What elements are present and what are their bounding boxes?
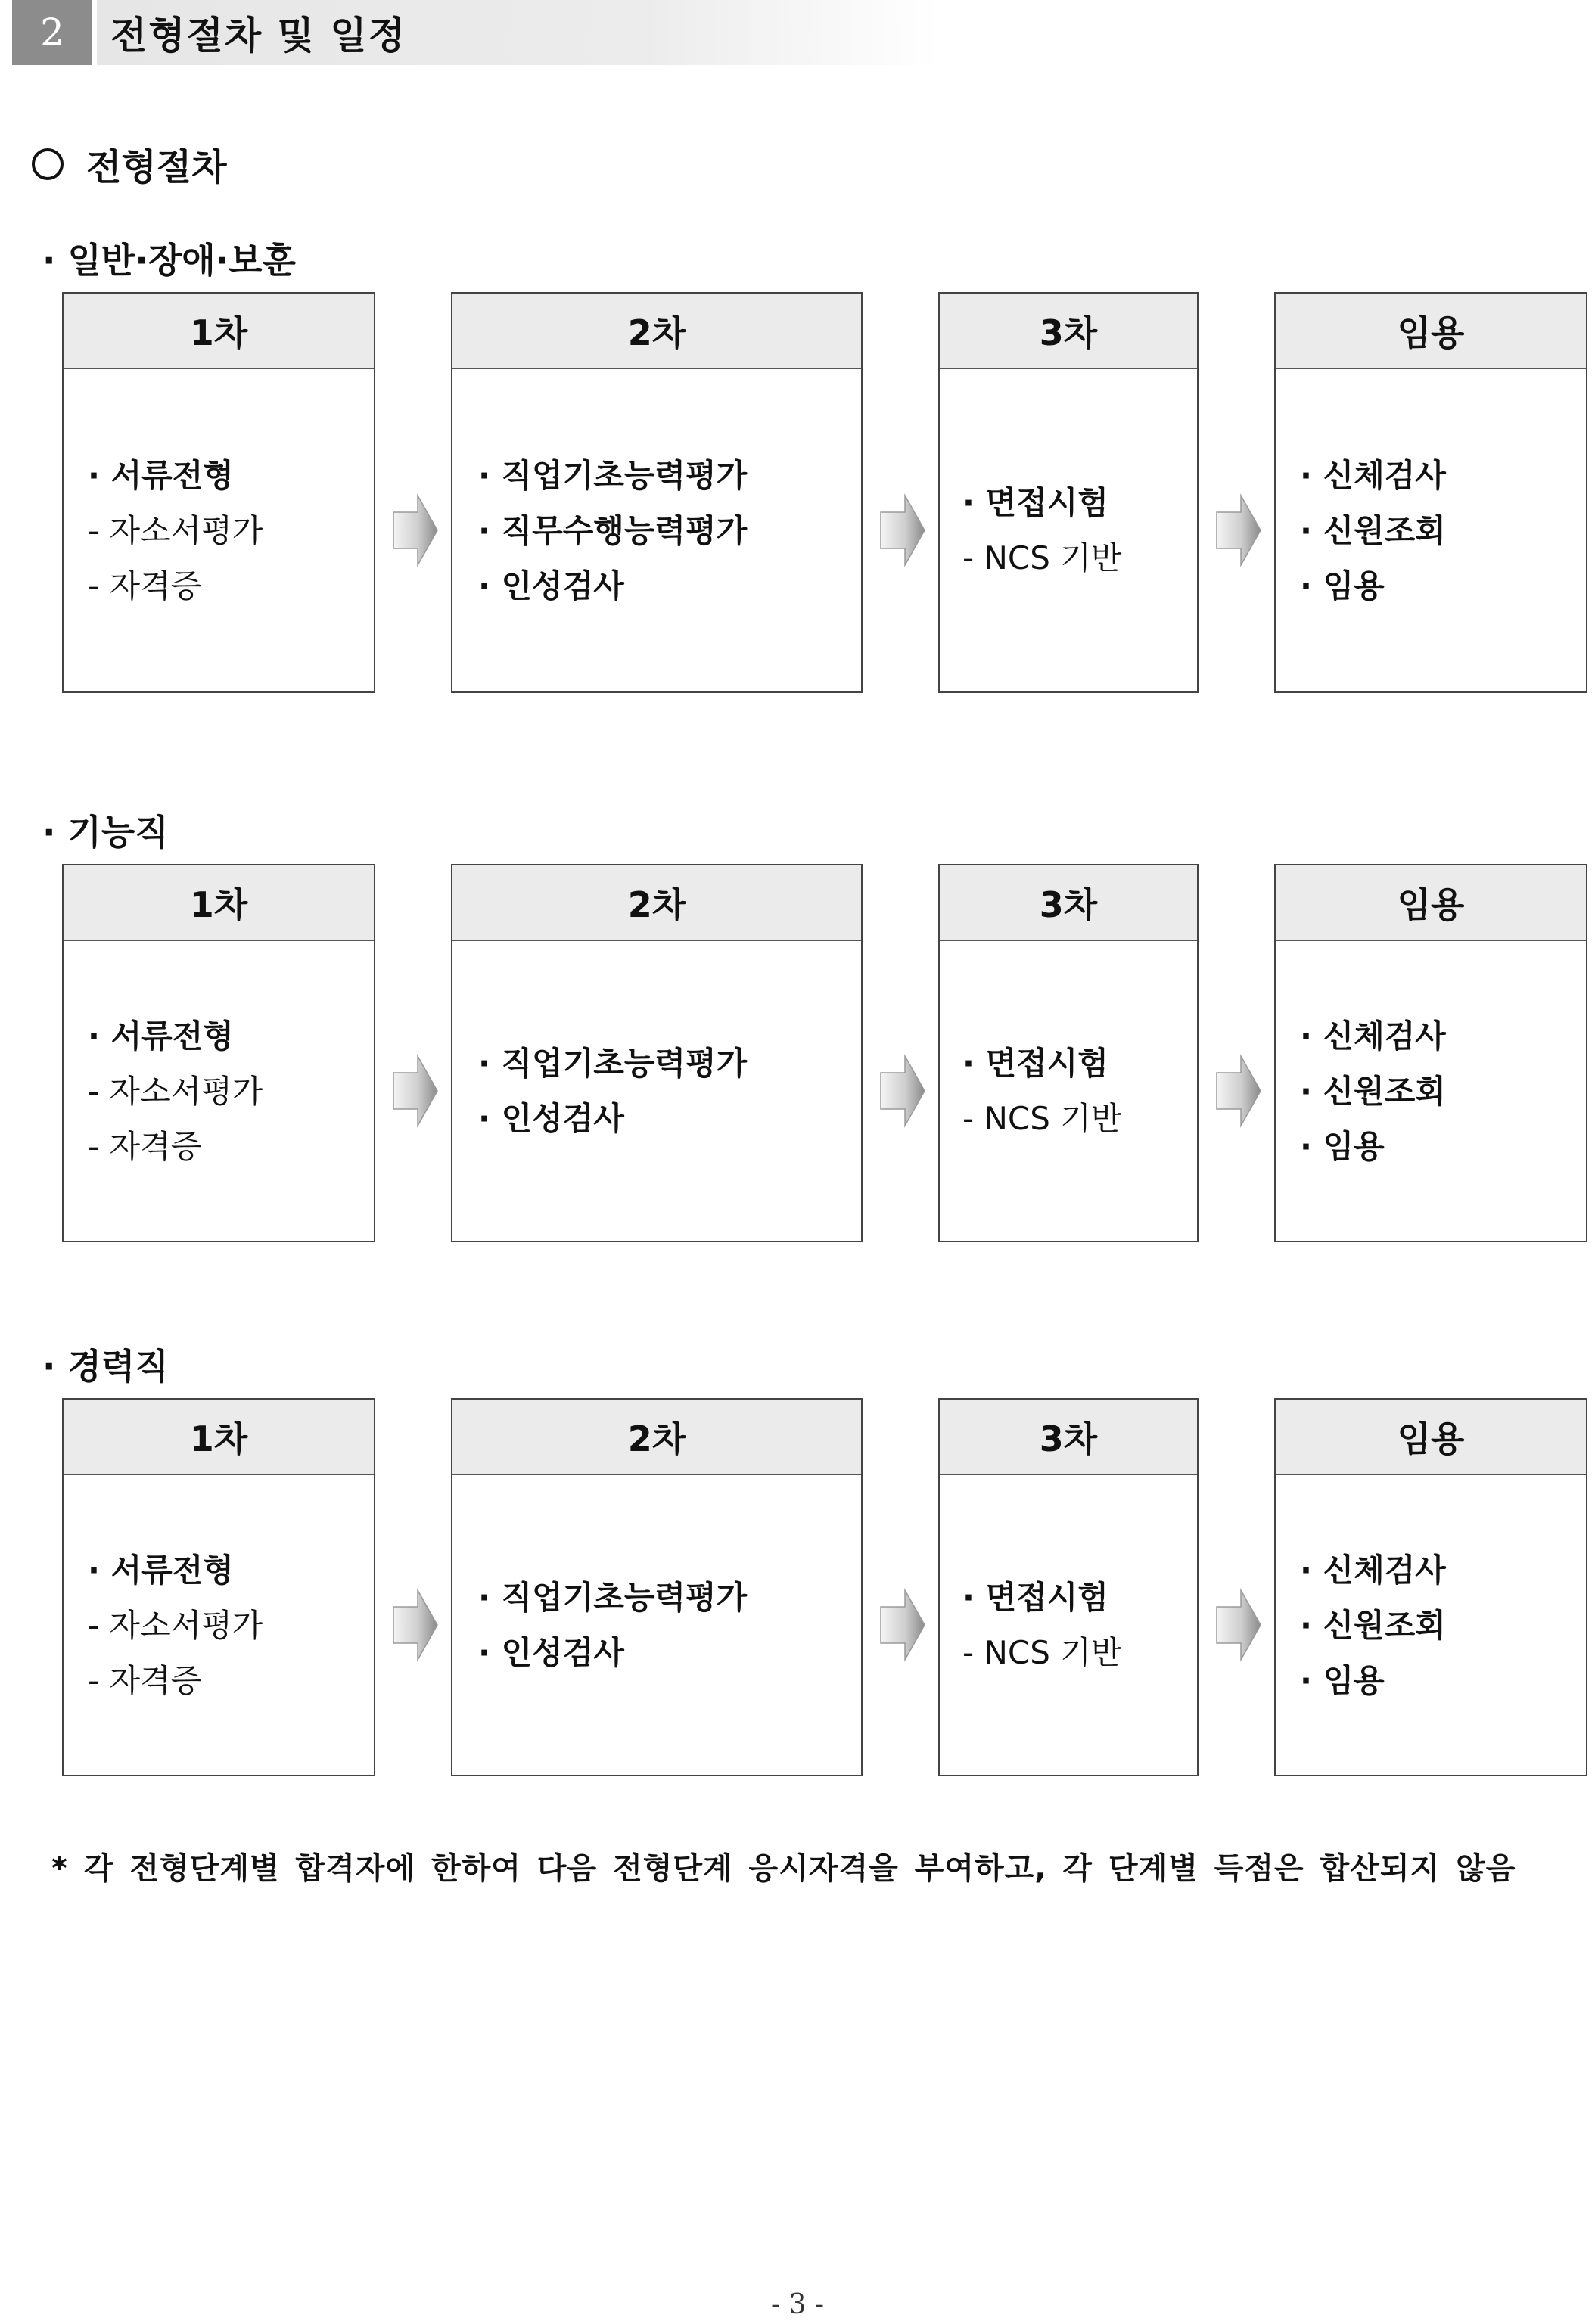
- stage-subitem: - 자소서평가: [88, 511, 263, 549]
- stage-item: · 인성검사: [478, 567, 624, 604]
- stage-header: 3차: [940, 1400, 1197, 1475]
- stage-box: [1274, 292, 1587, 693]
- stage-box: [938, 864, 1199, 1242]
- arrow-right-icon: [879, 492, 926, 568]
- group-label: · 경력직: [42, 1346, 169, 1387]
- stage-body: [940, 941, 1197, 1241]
- stage-body: [452, 941, 861, 1241]
- group-label: · 일반·장애·보훈: [42, 240, 297, 281]
- arrow-right-icon: [1215, 492, 1262, 568]
- stage-header: 3차: [940, 865, 1197, 941]
- stage-box: [1274, 1398, 1587, 1776]
- stage-box: [451, 864, 863, 1242]
- stage-box: [938, 292, 1199, 693]
- subsection-title: 전형절차: [86, 146, 227, 188]
- stage-header: 2차: [452, 865, 861, 941]
- page-number: - 3 -: [770, 2289, 825, 2320]
- stage-item: · 신체검사: [1300, 456, 1446, 494]
- arrow-right-icon: [392, 1053, 439, 1129]
- stage-body: [1276, 369, 1586, 691]
- stage-subitem: - 자소서평가: [88, 1606, 263, 1644]
- stage-body: [1276, 1475, 1586, 1775]
- stage-subitem: - 자소서평가: [88, 1072, 263, 1110]
- stage-item: · 면접시험: [962, 484, 1108, 521]
- stage-item: · 신체검사: [1300, 1017, 1446, 1055]
- section-number: 2: [12, 0, 92, 65]
- arrow-right-icon: [392, 492, 439, 568]
- stage-item: · 직업기초능력평가: [478, 1579, 748, 1616]
- section-title: 전형절차 및 일정: [110, 14, 406, 57]
- stage-header: 1차: [64, 865, 374, 941]
- stage-body: [452, 369, 861, 691]
- stage-header: 2차: [452, 294, 861, 369]
- stage-item: · 서류전형: [88, 456, 234, 494]
- stage-subitem: - NCS 기반: [962, 1100, 1122, 1137]
- stage-item: · 직무수행능력평가: [478, 511, 748, 549]
- stage-box: [938, 1398, 1199, 1776]
- stage-body: [64, 941, 374, 1241]
- stage-body: [64, 1475, 374, 1775]
- stage-header: 2차: [452, 1400, 861, 1475]
- stage-body: [940, 1475, 1197, 1775]
- stage-subitem: - NCS 기반: [962, 1634, 1122, 1671]
- stage-header: 3차: [940, 294, 1197, 369]
- stage-body: [940, 369, 1197, 691]
- stage-header: 임용: [1276, 865, 1586, 941]
- stage-box: [451, 292, 863, 693]
- arrow-right-icon: [1215, 1587, 1262, 1663]
- arrow-right-icon: [1215, 1053, 1262, 1129]
- stage-item: · 신체검사: [1300, 1551, 1446, 1589]
- arrow-right-icon: [879, 1587, 926, 1663]
- stage-subitem: - NCS 기반: [962, 539, 1122, 576]
- stage-item: · 인성검사: [478, 1100, 624, 1137]
- stage-item: · 서류전형: [88, 1551, 234, 1589]
- stage-box: [62, 864, 375, 1242]
- stage-header: 1차: [64, 294, 374, 369]
- stage-box: [62, 292, 375, 693]
- stage-subitem: - 자격증: [88, 1127, 202, 1165]
- arrow-right-icon: [392, 1587, 439, 1663]
- stage-body: [452, 1475, 861, 1775]
- circle-bullet-icon: [32, 148, 64, 180]
- stage-item: · 신원조회: [1300, 1072, 1446, 1110]
- stage-item: · 신원조회: [1300, 511, 1446, 549]
- stage-subitem: - 자격증: [88, 567, 202, 604]
- stage-box: [1274, 864, 1587, 1242]
- stage-body: [64, 369, 374, 691]
- stage-item: · 면접시험: [962, 1045, 1108, 1082]
- stage-item: · 서류전형: [88, 1017, 234, 1055]
- stage-item: · 직업기초능력평가: [478, 1045, 748, 1082]
- subsection-heading: [32, 138, 226, 190]
- stage-item: · 임용: [1300, 1661, 1385, 1699]
- footnote: * 각 전형단계별 합격자에 한하여 다음 전형단계 응시자격을 부여하고, 각 단계별 득점은 합산되지 않음: [51, 1851, 1516, 1886]
- stage-body: [1276, 941, 1586, 1241]
- stage-box: [62, 1398, 375, 1776]
- arrow-right-icon: [879, 1053, 926, 1129]
- stage-item: · 임용: [1300, 567, 1385, 604]
- stage-subitem: - 자격증: [88, 1661, 202, 1699]
- group-label: · 기능직: [42, 812, 169, 853]
- section-header: [12, 0, 940, 65]
- stage-item: · 인성검사: [478, 1634, 624, 1671]
- stage-box: [451, 1398, 863, 1776]
- stage-item: · 직업기초능력평가: [478, 456, 748, 494]
- stage-item: · 신원조회: [1300, 1606, 1446, 1644]
- stage-item: · 임용: [1300, 1127, 1385, 1165]
- section-title-bar: [92, 0, 940, 65]
- stage-header: 임용: [1276, 1400, 1586, 1475]
- stage-header: 임용: [1276, 294, 1586, 369]
- stage-item: · 면접시험: [962, 1579, 1108, 1616]
- stage-header: 1차: [64, 1400, 374, 1475]
